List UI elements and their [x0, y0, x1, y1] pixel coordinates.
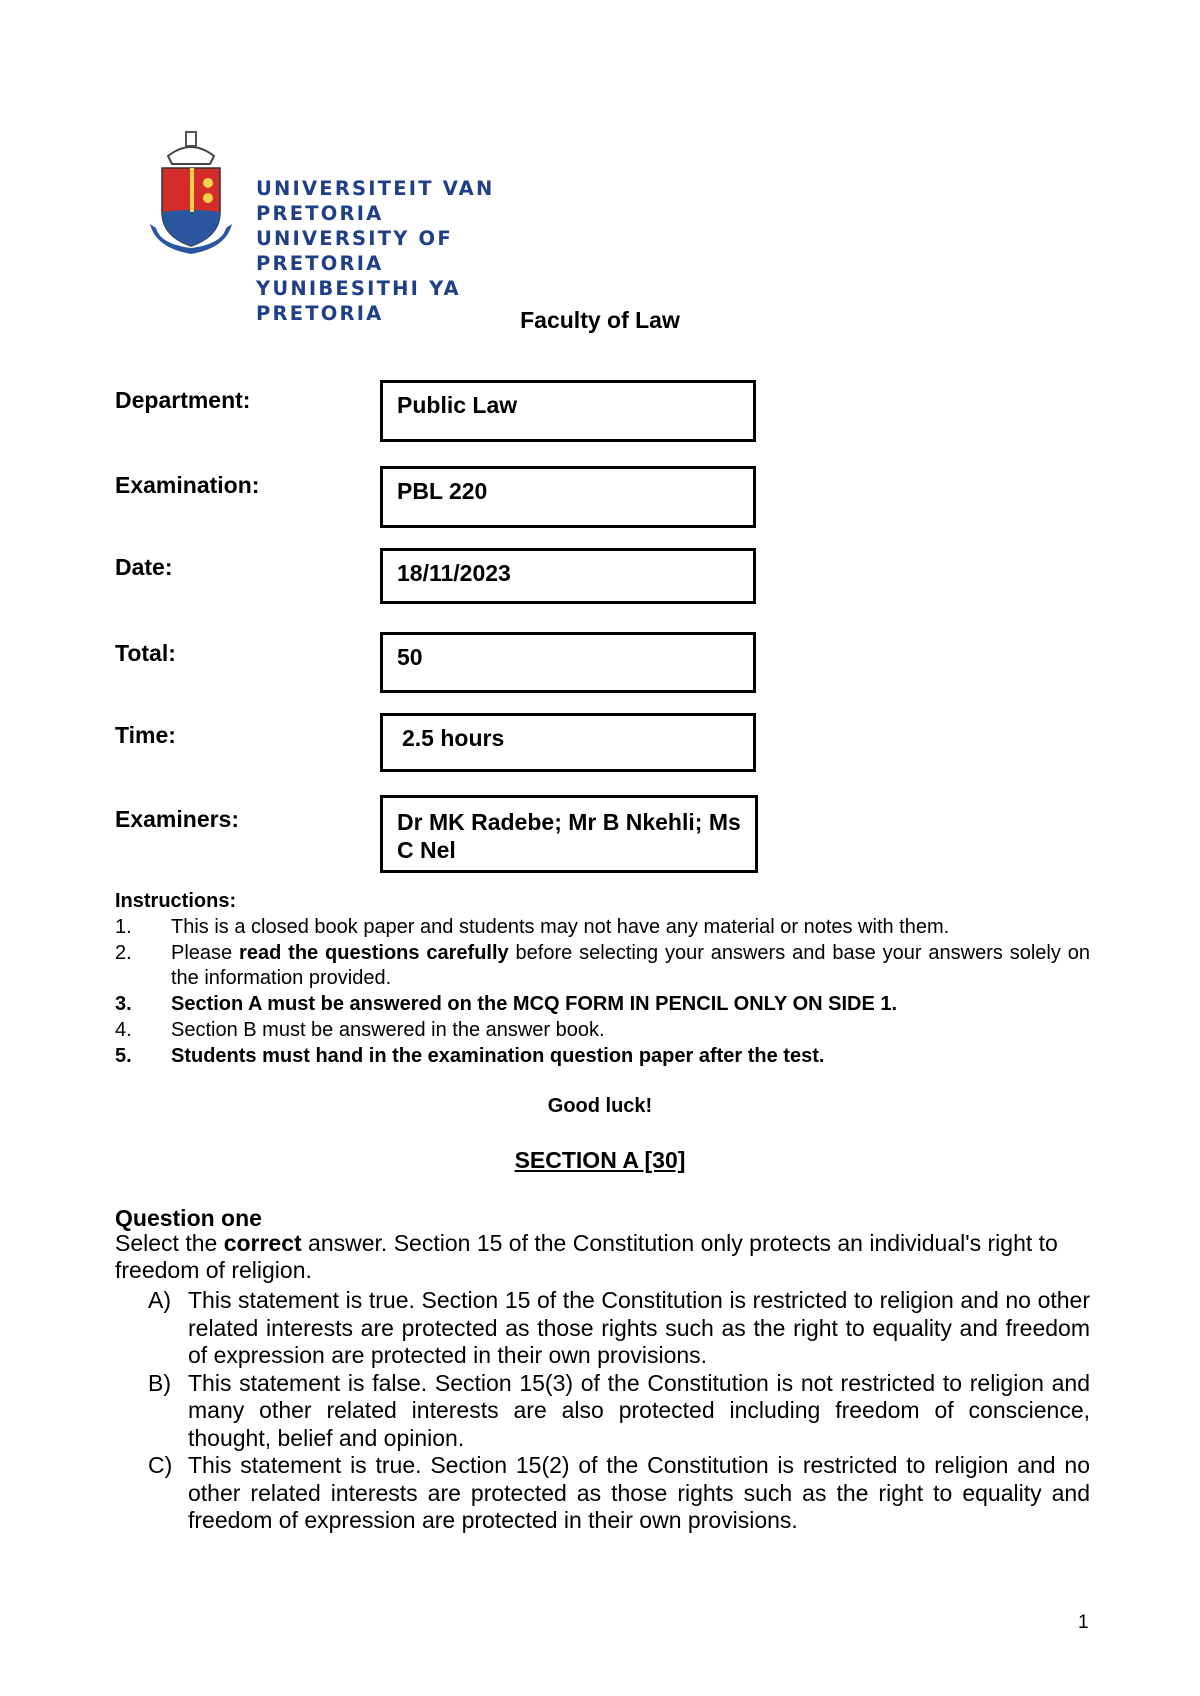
question-prompt-pre: Select the — [115, 1230, 224, 1256]
total-box: 50 — [380, 632, 756, 693]
answer-option-b — [148, 1370, 1090, 1453]
instruction-number: 5. — [115, 1045, 132, 1067]
time-box: 2.5 hours — [380, 713, 756, 772]
examination-box: PBL 220 — [380, 466, 756, 528]
logo-line-english: UNIVERSITY OF PRETORIA — [256, 227, 453, 275]
faculty-title: Faculty of Law — [520, 307, 680, 333]
instruction-number: 4. — [115, 1019, 132, 1041]
answer-option-a — [148, 1287, 1090, 1370]
answer-option-c — [148, 1452, 1090, 1535]
answer-options — [148, 1287, 1090, 1535]
option-text: This statement is false. Section 15(3) of the Constitution is not restricted to religion and many other related interests are also protected including freedom of conscience, thought, belief and opinion. — [188, 1369, 1090, 1451]
instruction-text-post: before selecting your answers and base your answers solely on the information provided. — [171, 942, 1090, 989]
instruction-item — [115, 1044, 1090, 1069]
university-logo — [148, 128, 568, 325]
instruction-item — [115, 915, 1090, 940]
page-number: 1 — [1078, 1612, 1089, 1633]
question-prompt-post: answer. Section 15 of the Constitution only protects an individual's right to freedom of religion. — [115, 1230, 1058, 1283]
examiners-label: Examiners: — [115, 806, 240, 832]
instructions-title: Instructions: — [115, 890, 237, 912]
date-label: Date: — [115, 554, 173, 580]
time-label: Time: — [115, 722, 176, 748]
logo-line-sepedi: YUNIBESITHI YA PRETORIA — [256, 277, 461, 325]
instruction-text: Section B must be answered in the answer book. — [171, 1019, 605, 1041]
option-letter: B) — [148, 1369, 171, 1396]
option-text: This statement is true. Section 15(2) of the Constitution is restricted to religion and no other related interests are protected as those rights such as the right to equality and freedom of expression are protected in their own provisions. — [188, 1452, 1090, 1533]
instruction-text: Students must hand in the examination question paper after the test. — [171, 1045, 825, 1067]
instruction-text — [171, 941, 1090, 991]
coat-of-arms-icon — [148, 128, 238, 258]
option-letter: A) — [148, 1287, 171, 1313]
department-box: Public Law — [380, 380, 756, 442]
instruction-text: Section A must be answered on the MCQ FORM IN PENCIL ONLY ON SIDE 1. — [171, 993, 898, 1015]
instruction-item — [115, 992, 1090, 1017]
examiners-box: Dr MK Radebe; Mr B Nkehli; Ms C Nel — [380, 795, 758, 873]
instruction-text: This is a closed book paper and students may not have any material or notes with them. — [171, 916, 950, 938]
section-heading: SECTION A [30] — [514, 1147, 686, 1173]
examination-label: Examination: — [115, 472, 260, 498]
logo-line-afrikaans: UNIVERSITEIT VAN PRETORIA — [256, 177, 495, 225]
good-luck: Good luck! — [547, 1095, 653, 1117]
question-prompt — [115, 1230, 1090, 1284]
instruction-text-pre: Please — [171, 942, 240, 964]
question-title: Question one — [115, 1205, 262, 1231]
instruction-number: 3. — [115, 993, 132, 1015]
instruction-number: 1. — [115, 916, 132, 938]
instruction-emphasis: read the questions carefully — [239, 942, 509, 964]
department-label: Department: — [115, 387, 251, 413]
option-text: This statement is true. Section 15 of the Constitution is restricted to religion and no other related interests are protected as those rights such as the right to equality and freedom of expression are protected in their own provisions. — [188, 1287, 1090, 1368]
instruction-item — [115, 1018, 1090, 1043]
instruction-item — [115, 941, 1090, 991]
date-box: 18/11/2023 — [380, 548, 756, 604]
total-label: Total: — [115, 640, 176, 666]
university-name — [256, 176, 568, 326]
instruction-number: 2. — [115, 942, 132, 964]
question-prompt-emphasis: correct — [223, 1230, 302, 1256]
option-letter: C) — [148, 1452, 173, 1478]
